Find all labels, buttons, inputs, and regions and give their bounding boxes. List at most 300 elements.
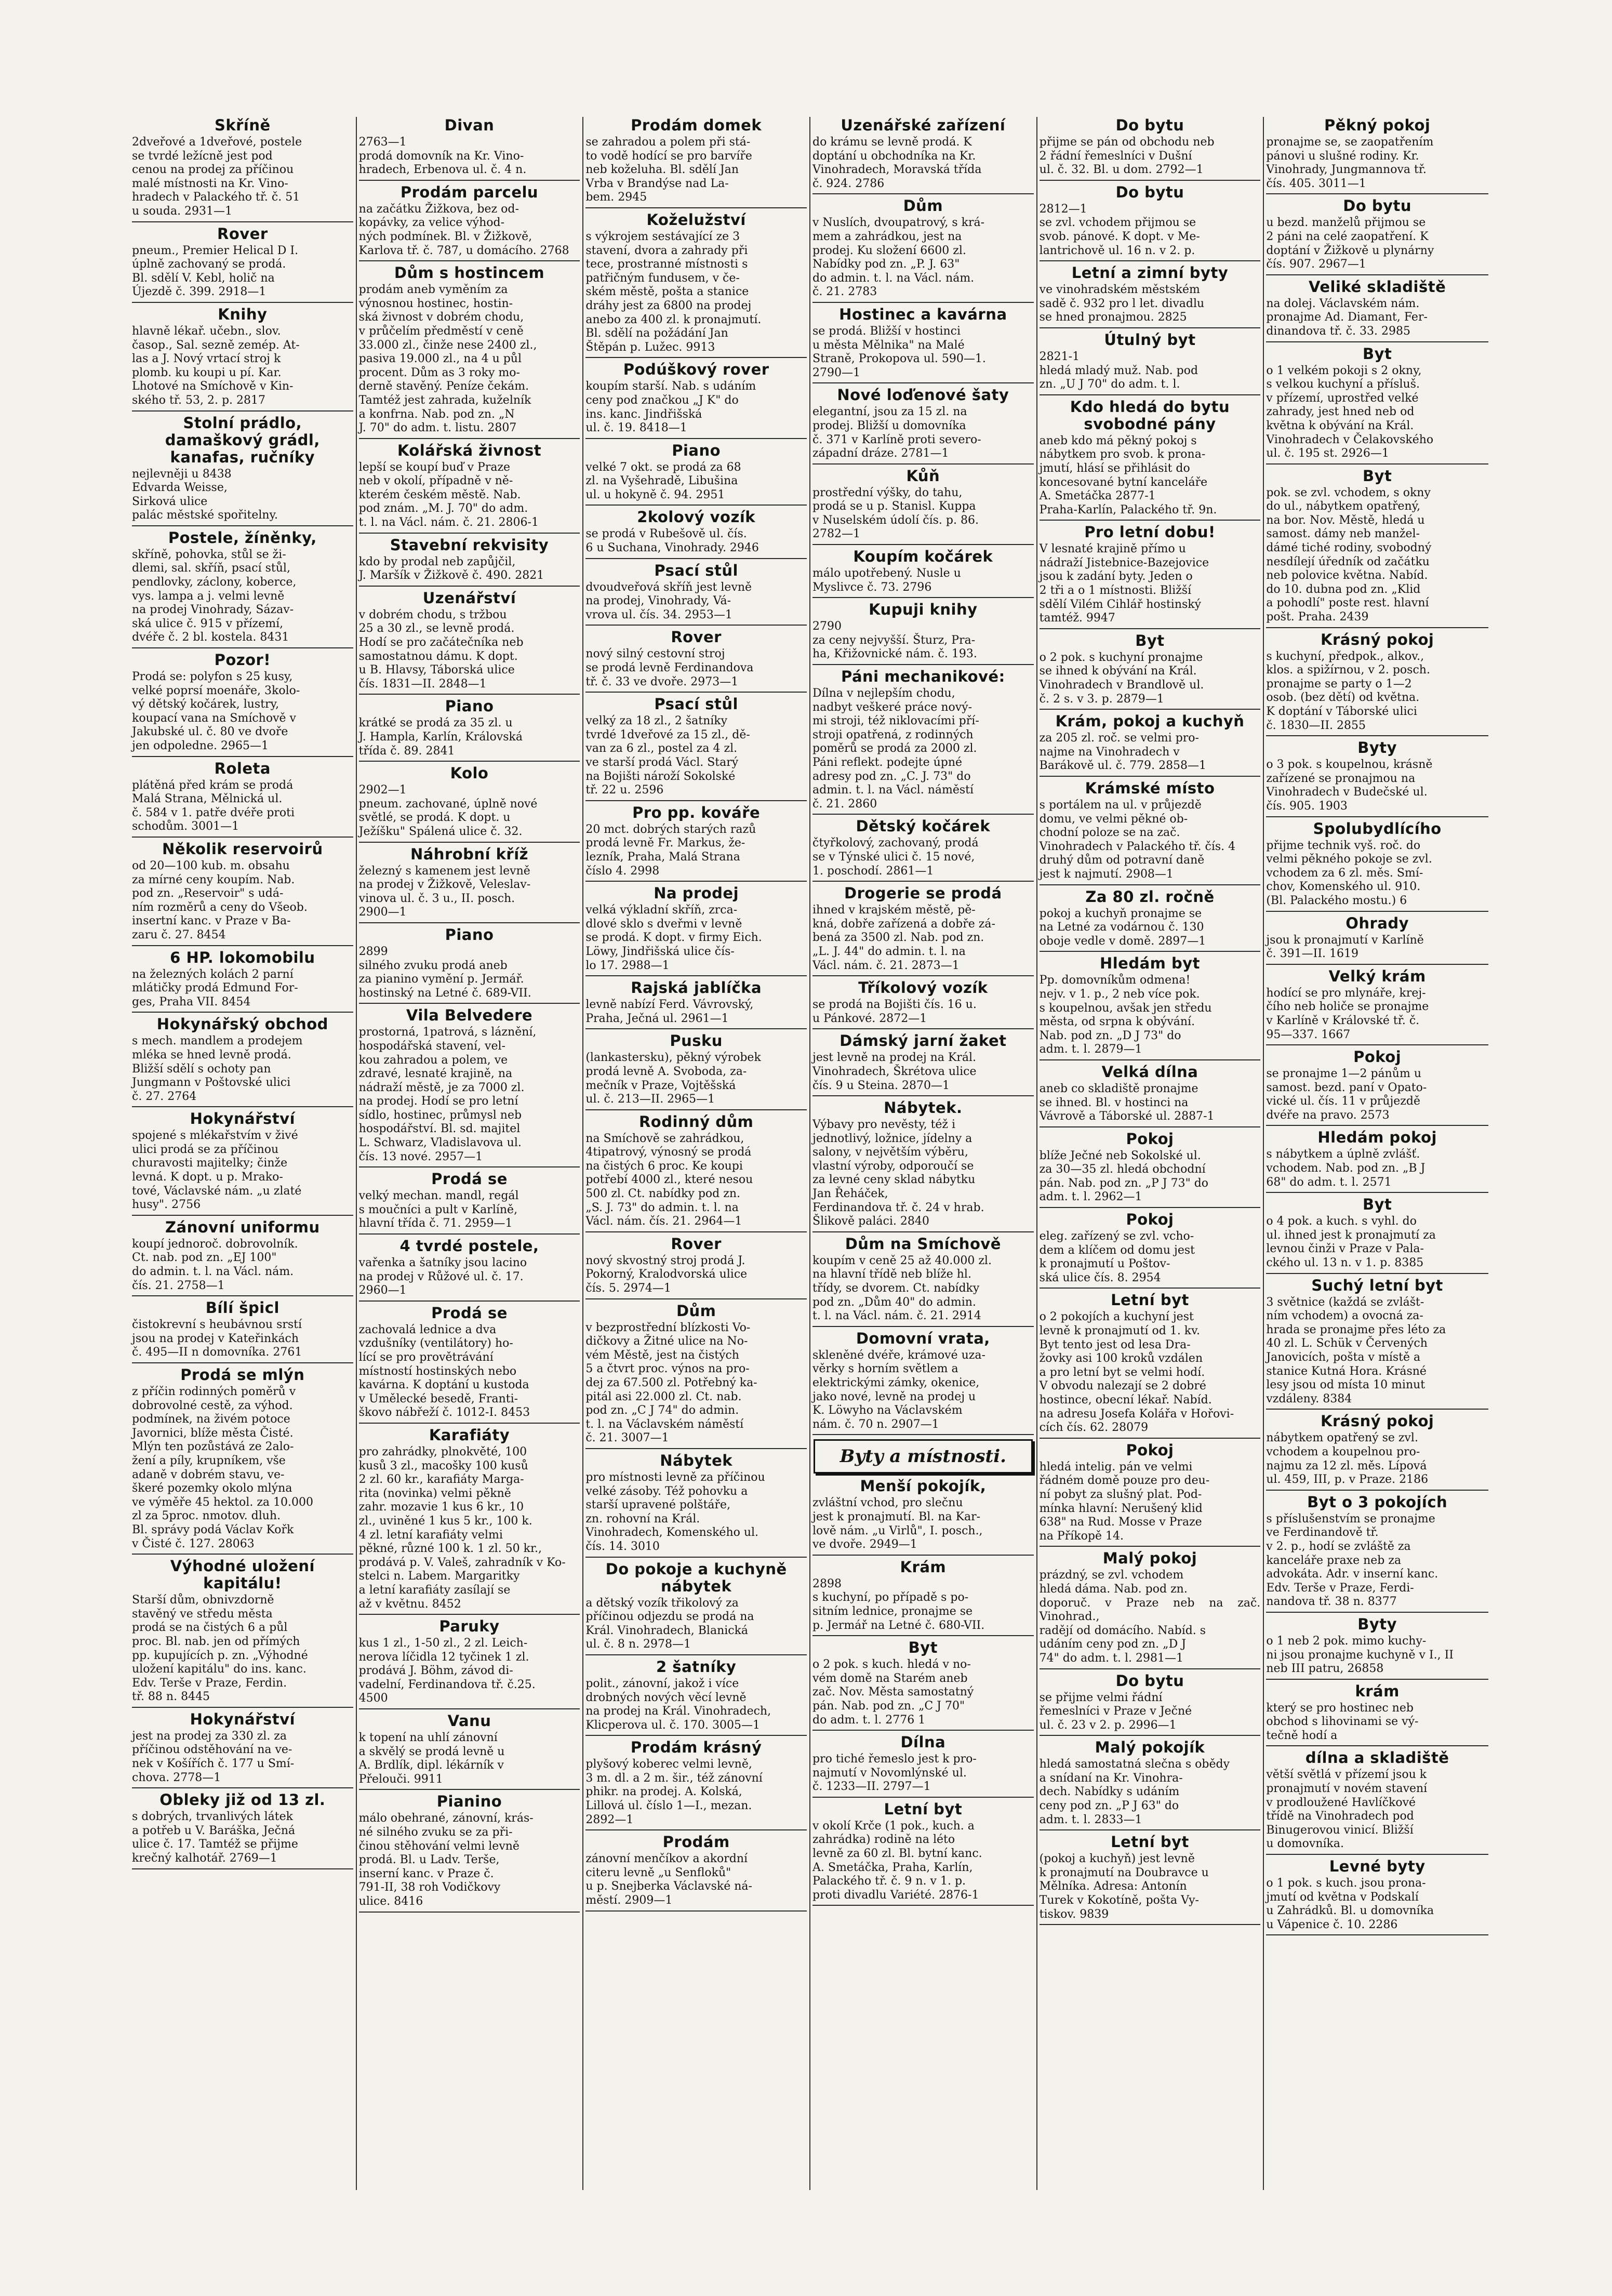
classified-ad [812,1559,1034,1636]
column-5 [1037,117,1264,2190]
ad-text: o 2 pok. s kuchyní pronajme se ihned k obývání na Král. Vinohradech v Brandlově ul. č. 2 s. v 3. p. 2879—1 [1039,651,1204,706]
ad-title: Uzenářské zařízení [841,117,1006,134]
classified-ad [1266,1683,1488,1747]
classified-ad [359,926,580,1004]
ad-text: se prodá na Bojišti čís. 16 u. u Pánkové. 2872—1 [812,998,977,1025]
ad-text: V lesnaté krajině přímo u nádraží Jistebnice-Bazejovice jsou k zadání byty. Jeden o 2 tři a o 1 místnosti. Bližší sdělí Vilém Cihlář hostinský tamtéž. 9947 [1039,542,1209,625]
ad-text: málo upotřebený. Nusle u Myslivce č. 73. 2796 [812,567,961,594]
ad-text: se zahradou a polem při stá- to vodě hodící se pro barvíře neb koželuha. Bl. sdělí Jan Vrba v Brandýse nad La- bem. 2945 [585,136,752,204]
classified-ad [585,211,807,358]
classified-ad [132,1299,353,1363]
ad-text: plátěná před krám se prodá Malá Strana, Mělnická ul. č. 584 v 1. patře dvéře proti schodům. 3001—1 [132,778,295,833]
classified-ad [1040,1834,1261,1925]
ad-title: Knihy [218,305,268,323]
ad-title: Rajská jablíčka [631,979,762,997]
ad-text: o 1 pok. s kuch. jsou prona- jmutí od května v Podskalí u Zahrádků. Bl. u domovníka u Vápenice č. 10. 2286 [1266,1877,1434,1931]
ad-title: Dílna [900,1733,946,1751]
classified-ad [1266,1494,1488,1613]
ad-title: Nové loďenové šaty [837,386,1009,404]
ad-title: 2kolový vozík [637,508,756,526]
ad-title: Vila Belvedere [406,1006,533,1025]
classified-ad [132,652,353,757]
ad-text: v Nuslích, dvoupatrový, s krá- mem a zahrádkou, jest na prodej. Ku složení 6600 zl. Nabídky pod zn. „P. J. 63" do admin. t. l. na Václ. nám. č. 21. 2783 [812,216,985,299]
classified-ad [1040,1739,1261,1830]
ad-text: prostorná, 1patrová, s láznění, hospodářská stavení, vel- kou zahradou a polem, ve zdravé, lesnaté krajině, na nádraží městě, je za 7000 zl. na prodej. Hodí se pro letní sídlo, hostinec, průmysl neb hospodářství. Bl. sd. majitel L. Schwarz, Vladislavova ul. čís. 13 nové. 2957—1 [358,1026,537,1163]
classified-ad [812,306,1034,383]
classified-ad [585,1739,807,1830]
ad-title: Pianino [436,1793,502,1811]
column-1 [130,117,357,2190]
ad-title: Rover [671,628,722,646]
ad-text: který se pro hostinec neb obchod s lihovinami se vý- tečně hodí a [1266,1701,1419,1742]
classified-ad [1266,1277,1488,1410]
classified-ad [1266,739,1488,817]
classified-ad [812,548,1034,598]
ad-title: Uzenářství [422,589,516,607]
ad-title: Krám [900,1558,947,1576]
classified-ad [1040,1442,1261,1547]
ad-title: Hledám pokoj [1317,1129,1437,1147]
classified-ad [1040,888,1261,952]
ad-text: s výkrojem sestávající ze 3 stavení, dvora a zahrady při tece, prostranné místnosti s patřičným fundusem, v če- ském městě, pošta a stanice dráhy jest za 6800 na prodej anebo za 400 zl. k pronajmutí. Bl. sdělí na požádání Jan Štěpán p. Lužec. 9913 [585,230,762,354]
classified-ad [812,1236,1034,1327]
ad-title: Dům na Smíchově [845,1235,1001,1253]
ad-title: Rodinný dům [638,1112,754,1131]
ad-title: Útulný byt [1104,330,1196,349]
classified-ad [132,1558,353,1708]
classified-ad [359,846,580,923]
ad-text: o 1 neb 2 pok. mimo kuchy- ni jsou pronajme kuchyně v I., II neb III patru, 26858 [1266,1634,1454,1676]
ad-text: (lankastersku), pěkný výrobek prodá levně A. Svoboda, za- mečník v Praze, Vojtěšská ul. č. 213—II. 2965—1 [585,1051,761,1106]
ad-title: Krásný pokoj [1321,1412,1434,1430]
classified-ad [1266,346,1488,464]
classified-ad [1266,1749,1488,1855]
classified-ad [1040,524,1261,629]
classified-ad [1266,1616,1488,1680]
ad-text: Výbavy pro nevěsty, též i jednotlivý, ložnice, jídelny a salony, v největším výběru, vlastní výroby, odporoučí se za levné ceny sklad nábytku Jan Řeháček, Ferdinandova tř. č. 24 v hrab. Šlikově paláci. 2840 [812,1118,984,1228]
ad-text: na železných kolách 2 parní mlátičky prodá Edmund For- ges, Praha VII. 8454 [132,967,298,1008]
ad-title: 4 tvrdé postele, [399,1237,539,1255]
classified-ad [585,562,807,626]
ad-title: Spolubydlícího [1313,819,1442,838]
classified-ad [132,760,353,838]
classified-ad [585,1658,807,1736]
classified-ad [132,225,353,303]
classified-ad [812,1032,1034,1096]
ad-title: Dům [676,1302,716,1320]
ad-title: Domovní vrata, [856,1329,990,1347]
classified-ad [585,1303,807,1449]
classified-ad [1266,1413,1488,1490]
classified-ad [812,1801,1034,1906]
ad-title: Na prodej [654,884,739,903]
ad-title: Roleta [214,759,271,777]
section-header: Byty a místnosti. [814,1439,1033,1474]
ad-text: hodící se pro mlynáře, krej- čího neb holiče se pronajme v Karlíně v Královské tř. č. 95—337. 1667 [1266,986,1429,1041]
classified-ad [1266,631,1488,737]
ad-text: prázdný, se zvl. vchodem hledá dáma. Nab. pod zn. doporuč. v Praze neb na zač. Vinohrad., radějí od domácího. Nabíd. s udáním ceny pod zn. „D J 74" do adm. t. l. 2981—1 [1039,1569,1261,1665]
classified-ad [1266,1129,1488,1193]
ad-title: Do bytu [1115,117,1184,134]
ad-title: Nábytek [660,1451,733,1469]
ad-title: Postele, žíněnky, [168,528,317,547]
ad-title: Obleky již od 13 zl. [159,1791,326,1809]
ad-text: 2763—1 prodá domovník na Kr. Vino- hradech, Erbenova ul. č. 4 n. [358,136,527,177]
ad-text: polit., zánovní, jakož i více drobných nových věcí levně na prodej na Král. Vinohradech, Klicperova ul. č. 170. 3005—1 [585,1677,771,1732]
ad-text: v okolí Krče (1 pok., kuch. a zahrádka) rodině na léto levně za 60 zl. Bl. bytní kanc. A. Smetáčka, Praha, Karlín, Palackého tř. č. 9 n. v 1. p. proti divadlu Variété. 2876-1 [812,1819,982,1902]
ad-title: Prodám [662,1833,730,1851]
classified-ad [585,1561,807,1655]
ad-title: Do pokoje a kuchyně nábytek [605,1560,787,1595]
classified-ad [1040,1211,1261,1289]
classified-ad [1040,632,1261,710]
ad-text: s portálem na ul. v průjezdě domu, ve velmi pěkné ob- chodní poloze se na zač. Vinohradech v Palackého tř. čís. 4 druhý dům od potravní daně jest k najmutí. 2908—1 [1039,799,1236,881]
ad-title: krám [1355,1682,1400,1700]
ad-text: o 2 pok. s kuch. hledá v no- vém domě na Starém aneb zač. Nov. Města samostatný pán. Nab. pod zn. „C J 70" do adm. t. l. 2776 1 [812,1658,974,1727]
ad-title: Kůň [906,467,940,485]
classified-ad [132,1110,353,1216]
classified-ad [132,529,353,648]
ad-text: lepší se koupí buď v Praze neb v okolí, případně v ně- kterém českém městě. Nab. pod znám. „M. J. 70" do adm. t. l. na Václ. nám. č. 21. 2806-1 [358,460,539,529]
ad-text: u bezd. manželů přijmou se 2 páni na celé zaopatření. K doptání v Žižkově u plynárny čís. 907. 2967—1 [1266,216,1434,271]
ad-text: v dobrém chodu, s tržbou 25 a 30 zl., se levně prodá. Hodí se pro začátečníka neb samostatnou dámu. K dopt. u B. Hlavsy, Táborská ulice čís. 1831—II. 2848—1 [358,608,524,691]
ad-title: Prodá se [431,1170,508,1188]
classified-ad [1040,399,1261,521]
classified-ad [812,1734,1034,1798]
ad-title: Piano [445,697,494,715]
ad-title: Stavební rekvisity [390,536,549,554]
ad-title: Pusku [670,1032,723,1050]
ad-title: Kolo [450,764,489,782]
column-4 [810,117,1037,2190]
ad-title: Levné byty [1329,1857,1426,1876]
ad-text: hledá samostatná slečna s obědy a snídaní na Kr. Vinohra- dech. Nabídky s udáním ceny pod zn. „P J 63" do adm. t. l. 2833—1 [1039,1758,1230,1826]
ad-text: s nábytkem a úplně zvlášť. vchodem. Nab. pod zn. „B J 68" do adm. t. l. 2571 [1266,1148,1426,1189]
ad-text: eleg. zařízený se zvl. vcho- dem a klíčem od domu jest k pronajmutí u Poštov- ská ulice čís. 8. 2954 [1039,1230,1195,1284]
classified-ad [585,509,807,559]
ad-text: levně nabízí Ferd. Vávrovský, Praha, Ječná ul. 2961—1 [585,998,754,1025]
ad-title: Stolní prádlo, damaškový grádl, kanafas, ručníky [165,414,320,466]
ad-title: Pokoj [1126,1211,1174,1229]
ad-text: nový silný cestovní stroj se prodá levně Ferdinandova tř. č. 33 ve dvoře. 2973—1 [585,647,754,688]
ad-text: ve vinohradském městském sadě č. 932 pro l let. divadlu se hned pronajmou. 2825 [1039,283,1205,324]
ad-text: o 4 pok. a kuch. s vyhl. do ul. ihned jest k pronajmutí za levnou činži v Praze v Pala- ckého ul. 13 n. v 1. p. 8385 [1266,1215,1436,1270]
ad-title: Velký krám [1328,967,1426,985]
ad-text: velké 7 okt. se prodá za 68 zl. na Vyšehradě, Libušina ul. u hokyně č. 94. 2951 [585,460,741,501]
ad-title: Malý pokojík [1095,1738,1205,1757]
ad-title: Ohrady [1345,914,1409,932]
classified-ad [359,1713,580,1790]
classified-ad [1040,184,1261,261]
classified-ad [585,117,807,208]
ad-text: 20 mct. dobrých starých razů prodá levně Fr. Markus, že- lezník, Praha, Malá Strana číslo 4. 2998 [585,822,756,878]
ad-title: Kolářská živnost [397,441,542,459]
ad-text: málo obehrané, zánovní, krás- né silného zvuku se za při- činou stěhování velmi levně prodá. Bl. u Ladv. Terše, inserní kanc. v Praze č. 791-II, 38 roh Vodičkovy ulice. 8416 [358,1812,534,1908]
classified-ad [132,841,353,946]
ad-text: za 205 zl. roč. se velmi pro- najme na Vinohradech v Barákově ul. č. 779. 2858—1 [1039,732,1207,773]
ad-title: Prodá se [431,1304,508,1322]
ad-title: Koželužství [646,210,746,229]
ad-text: s dobrých, trvanlivých látek a potřeb u V. Baráška, Ječná ulice č. 17. Tamtéž se přijme krečný kalhotář. 2769—1 [132,1810,298,1865]
ad-title: Letní a zimní byty [1071,264,1229,282]
classified-ad [132,949,353,1013]
ad-title: Byt o 3 pokojích [1307,1493,1448,1511]
classified-ad [132,1791,353,1869]
ad-text: se prodá. Bližší v hostinci u města Mělnika" na Malé Straně, Prokopova ul. 590—1. 2790—1 [812,324,986,379]
newspaper-page [130,117,1491,2190]
ad-title: Hokynářský obchod [156,1015,328,1033]
classified-ad [585,1452,807,1558]
ad-title: Pro letní dobu! [1084,523,1216,541]
ad-text: dvoudveřová skříň jest levně na prodej, Vinohrady, Vá- vrova ul. čís. 34. 2953—1 [585,580,752,621]
ad-title: Byt [1362,467,1392,485]
ad-text: Starší dům, obnivzdorně stavěný ve středu města prodá se na čistých 6 a půl proc. Bl. nab. jen od přímých pp. kupujících p. zn. „Výhodné uložení kapitálu" do ins. kanc. Edv. Terše v Praze, Ferdin. tř. 88 n. 8445 [132,1594,308,1704]
ad-text: čistokrevní s heubávnou srstí jsou na prodej v Kateřinkách č. 495—II n domovníka. 2761 [132,1318,302,1359]
ad-text: plyšový koberec velmi levně, 3 m. dl. a 2 m. šir., též zánovní phikr. na prodej. A. Kolská, Lillová ul. číslo 1—I., mezan. 2892—1 [585,1758,763,1826]
classified-ad [1266,1858,1488,1935]
classified-ad [1266,468,1488,628]
classified-ad [132,415,353,526]
ad-text: k topení na uhlí zánovní a skvělý se prodá levně u A. Brdlík, dipl. lékárník v Přelouči. 9911 [358,1731,505,1786]
ad-text: velký mechan. mandl, regál s moučníci a pult v Karlíně, hlavní třída č. 71. 2959—1 [358,1189,519,1230]
classified-ad [812,1639,1034,1731]
ad-text: zánovní menčíkov a akordní citeru levně „u Senfloků" u p. Snejberka Václavské ná- městí. 2909—1 [585,1852,752,1907]
classified-ad [1266,820,1488,912]
classified-ad [1040,1292,1261,1438]
classified-ad [132,306,353,412]
ad-title: Dětský kočárek [856,817,991,835]
ad-title: Velká dílna [1101,1063,1198,1081]
classified-ad [1040,331,1261,395]
ad-title: Dámský jarní žaket [840,1032,1007,1050]
classified-ad [1266,1049,1488,1126]
classified-ad [585,885,807,976]
ad-title: Byty [1357,1615,1397,1633]
ad-title: Drogerie se prodá [844,884,1002,903]
ad-title: Hokynářství [190,1110,296,1128]
ad-text: 2898 s kuchyní, po případě s po- sitním lednice, pronajme se p. Jermář na Letné č. 680-VII. [812,1577,985,1632]
ad-text: 2812—1 se zvl. vchodem přijmou se svob. pánové. K dopt. v Me- lantrichově ul. 16 n. v 2. p. [1039,202,1200,257]
classified-ad [585,979,807,1029]
ad-title: Menší pokojík, [860,1477,987,1495]
classified-ad [812,1099,1034,1232]
ad-text: o 1 velkém pokoji s 2 okny, s velkou kuchyní a přísluš. v přízemí, uprostřed velké zahrady, jest hned neb od května k obývání na Král. Vinohradech v Čelakovského ul. č. 195 st. 2926—1 [1266,364,1434,460]
ad-title: Za 80 zl. ročně [1085,887,1215,906]
ad-text: vařenka a šatníky jsou lacino na prodej v Růžové ul. č. 17. 2960—1 [358,1256,527,1297]
ad-text: koupím v ceně 25 až 40.000 zl. na hlavní třídě neb blíže hl. třídy, se dvorem. Ct. nabídky pod zn. „Dům 40" do admin. t. l. na Václ. nám. č. 21. 2914 [812,1254,992,1323]
classified-ad [585,1834,807,1911]
ad-text: spojené s mlékařstvím v živé ulici prodá se za příčinou churavosti majitelky; činže levná. K dopt. u p. Mrako- tové, Václavské nám. „u zlaté husy". 2756 [132,1129,302,1212]
ad-text: jest levně na prodej na Král. Vinohradech, Škrétova ulice čís. 9 u Steina. 2870—1 [812,1051,977,1092]
ad-title: Hostinec a kavárna [839,305,1007,323]
classified-ad [1040,1673,1261,1736]
classified-ad [359,184,580,261]
ad-text: pro místnosti levně za příčinou velké zásoby. Též pohovku a starší upravené polštáře, zn. rohovní na Král. Vinohradech, Komenského ul. čís. 14. 3010 [585,1470,765,1553]
ad-text: 2dveřové a 1dveřové, postele se tvrdé ležícně jest pod cenou na prodej za příčinou malé místnosti na Kr. Vino- hradech v Palackého tř. č. 51 u souda. 2931—1 [132,136,302,218]
classified-ad [812,1478,1034,1555]
ad-text: 2790 za ceny nejvyšší. Šturz, Pra- ha, Křižovnické nám. č. 193. [812,620,977,661]
ad-text: 2899 silného zvuku prodá aneb za pianino vymění p. Jermář. hostinský na Letné č. 689-VII. [358,945,531,1000]
ad-text: velká výkladní skříň, zrca- dlové sklo s dveřmi v levně se prodá. K dopt. v firmy Eich. Löwy, Jindřišská ulice čís- lo 17. 2988—1 [585,904,762,972]
ad-text: prodám aneb vyměním za výnosnou hostinec, hostin- ská živnost v dobrém chodu, v průčelím předměstí v ceně 33.000 zl., činže nese 2400 zl., pasiva 19.000 zl., na 4 u půl procent. Dům as 3 roky mo- derně stavěný. Peníze čekám. Tamtéž jest zahrada, kuželník a konfrna. Nab. pod zn. „N J. 70" do adm. t. listu. 2807 [358,283,537,435]
ad-title: Zánovní uniformu [165,1218,320,1236]
ad-title: Tříkolový vozík [858,979,988,997]
classified-ad [1040,780,1261,885]
ad-text: nový skvostný stroj prodá J. Pokorný, Kralodvorská ulice čís. 5. 2974—1 [585,1254,748,1295]
ad-title: Výhodné uložení kapitálu! [170,1557,315,1592]
classified-ad [1266,197,1488,275]
ad-text: Pp. domovníkům odmena! nejv. v 1. p., 2 neb více pok. s koupelnou, avšak jen středu města, od srpna k obývání. Nab. pod zn. „D J 73" do adm. t. l. 2879—1 [1039,974,1212,1056]
ad-text: 3 světnice (každá se zvlášt- ním vchodem) a ovocná za- hrada se pronajme přes léto za 40 zl. L. Schük v Červených Janovicích, pošta v místě a stanice Kutná Hora. Krásné lesy jsou od místa 10 minut vzdáleny. 8384 [1266,1295,1446,1405]
classified-ad [1040,955,1261,1060]
ad-text: zachovalá lednice a dva vzdušníky (ventilátory) ho- lící se pro provětrávání místností hostinských nebo kavárna. K doptání u kustoda v Umělecké besedě, Franti- škovo nábřeží č. 1012-I. 8453 [358,1323,530,1419]
ad-text: zvláštní vchod, pro slečnu jest k pronajmutí. Bl. na Kar- lově nám. „u Virlů", I. posch., ve dvoře. 2949—1 [812,1496,983,1551]
ad-text: do krámu se levně prodá. K doptání u obchodníka na Kr. Vinohradech, Moravská třída č. 924. 2786 [812,136,982,190]
ad-text: s kuchyní, předpok., alkov., klos. a spižírnou, v 2. posch. pronajme se party o 1—2 osob. (bez dětí) od května. K doptání v Táborské ulici č. 1830—II. 2855 [1266,649,1430,732]
classified-ad [359,117,580,181]
ad-text: skleněné dvéře, krámové uza- věrky s horním světlem a elektrickými zámky, okenice, jako nové, levně na prodej u K. Löwyho na Václavském nám. č. 70 n. 2907—1 [812,1348,985,1431]
classified-ad [812,468,1034,545]
classified-ad [585,629,807,693]
ad-title: Dům s hostincem [394,264,545,282]
ad-title: Prodám parcelu [400,183,539,201]
ad-title: 2 šatníky [656,1657,737,1676]
ad-text: 2821-1 hledá mladý muž. Nab. pod zn. „U J 70" do adm. t. l. [1039,350,1198,391]
ad-title: Pozor! [214,651,271,669]
ad-text: na dolej. Václavském nám. pronajme Ad. Diamant, Fer- dinandova tř. č. 33. 2985 [1266,297,1428,338]
ad-text: pneum., Premier Helical D I. úplně zachovaný se prodá. Bl. sdělí V. Kebl, holič na Újezdě č. 399. 2918—1 [132,244,299,299]
classified-ad [812,601,1034,665]
classified-ad [359,1305,580,1424]
classified-ad [132,1366,353,1555]
classified-ad [359,442,580,534]
classified-ad [812,668,1034,815]
ad-text: Dílna v nejlepším chodu, nadbyt veškeré práce nový- mi stroji, též niklovacími pří- stroji opatřená, z rodinných poměrů se prodá za 2000 zl. Páni reflekt. podejte úpné adresy pod zn. „C. J. 73" do admin. t. l. na Václ. náměstí č. 21. 2860 [812,687,979,811]
ad-title: Krásný pokoj [1321,630,1434,648]
ad-text: s mech. mandlem a prodejem mléka se hned levně prodá. Bližší sdělí s ochoty pan Jungmann v Poštovské ulici č. 27. 2764 [132,1034,303,1103]
classified-ad [585,696,807,801]
ad-title: Krámské místo [1085,779,1215,797]
ad-text: pronajme se, se zaopatřením pánovi u slušné rodiny. Kr. Vinohrady, Jungmannova tř. čís. 405. 3011—1 [1266,136,1434,190]
ad-text: pokoj a kuchyň pronajme se na Letné za vodárnou č. 130 oboje vedle v domě. 2897—1 [1039,907,1206,948]
ad-title: Prodám domek [631,117,762,134]
classified-ad [1040,1131,1261,1208]
ad-text: přijme technik vyš. roč. do velmi pěkného pokoje se zvl. vchodem za 6 zl. měs. Smí- chov, Komenského ul. 910. (Bl. Palackého mostu.) 6 [1266,839,1432,907]
ad-title: Byt [908,1639,938,1657]
ad-text: velký za 18 zl., 2 šatníky tvrdé 1dveřové za 15 zl., dě- van za 6 zl., postel za 4 zl. ve starší prodá Václ. Starý na Bojišti nároží Sokolské tř. 22 u. 2596 [585,714,750,797]
classified-ad [585,1236,807,1299]
classified-ad [585,1032,807,1110]
classified-ad [359,1427,580,1615]
ad-text: se pronajme 1—2 pánům u samost. bezd. paní v Opato- vické ul. čís. 11 v průjezdě dvéře na pravo. 2573 [1266,1067,1427,1122]
ad-text: aneb kdo má pěkný pokoj s nábytkem pro svob. k prona- jmutí, hlásí se přihlásit do koncesované bytní kanceláře A. Smetáčka 2877-1 Praha-Karlín, Palackého tř. 9n. [1039,434,1217,516]
ad-title: Páni mechanikové: [841,668,1005,686]
ad-text: hlavně lékař. učebn., slov. časop., Sal. sezně zemép. At- las a J. Nový vrtací stroj k plomb. ku koupi u pí. Kar. Lhotové na Smíchově v Kin- ského tř. 53, 2. p. 2817 [132,324,300,407]
ad-title: Veliké skladiště [1309,277,1446,296]
classified-ad [359,1793,580,1912]
ad-text: větší světlá v přízemí jsou k pronajmutí v novém stavení v prodloužené Havlíčkové třídě na Vinohradech pod Binugerovou vinicí. Bližší u domovníka. [1266,1768,1428,1851]
ad-text: s příslušenstvím se pronajme ve Ferdinandově tř. v 2. p., hodí se zvláště za kanceláře praxe neb za advokáta. Adr. v inserní kanc. Edv. Terše v Praze, Ferdi- nandova tř. 38 n. 8377 [1266,1512,1438,1609]
classified-ad [812,1330,1034,1436]
ad-title: 6 HP. lokomobilu [170,948,315,966]
ad-title: Piano [445,925,494,944]
ad-text: o 2 pokojích a kuchyní jest levně k pronajmutí od 1. kv. Byt tento jest od lesa Dra- žovky asi 100 kroků vzdálen a pro letní byt se velmi hodí. V obvodu nalezají se 2 dobré hostince, obecní lékař. Nabíd. na adresu Josefa Kolářa v Hořovi- cích čís. 62. 28079 [1039,1310,1234,1435]
ad-text: přijme se pán od obchodu neb 2 řádní řemeslníci v Dušní ul. č. 32. Bl. u dom. 2792—1 [1039,136,1215,177]
ad-title: Pokoj [1126,1441,1174,1459]
classified-ad [359,698,580,762]
ad-text: krátké se prodá za 35 zl. u J. Hampla, Karlín, Královská třída č. 89. 2841 [358,716,523,758]
ad-title: Letní byt [1111,1291,1189,1309]
classified-ad [359,1618,580,1709]
classified-ad [1266,915,1488,965]
classified-ad [812,387,1034,464]
classified-ad [585,804,807,882]
ad-title: Letní byt [1111,1833,1189,1851]
ad-title: Dům [903,197,943,215]
classified-ad [812,885,1034,976]
ad-text: na začátku Žižkova, bez od- kopávky, za velice výhod- ných podmínek. Bl. v Žižkově, Karlova tř. č. 787, u domácího. 2768 [358,202,569,257]
ad-text: nábytkem opatřený se zvl. vchodem a koupelnou pro- najmu za 12 zl. měs. Lípová ul. 459, III, p. v Praze. 2186 [1266,1431,1429,1487]
ad-title: Byt [1362,344,1392,363]
ad-text: hledá intelig. pán ve velmi řádném domě pouze pro deu- ní pobyt za slušný plat. Pod- mínka hlavní: Nerušený klid 638" na Rud. Mosse v Praze na Příkopě 14. [1039,1460,1210,1543]
classified-ad [132,1016,353,1107]
ad-text: o 3 pok. s koupelnou, krásně zařízené se pronajmou na Vinohradech v Budečské ul. čís. 905. 1903 [1266,758,1433,813]
ad-text: se přijme velmi řádní řemeslníci v Praze v Ječné ul. č. 23 v 2. p. 2996—1 [1039,1691,1192,1732]
classified-ad [359,765,580,842]
ad-title: Hledám byt [1099,954,1200,973]
ad-text: Prodá se: polyfon s 25 kusy, velké poprsí moenáře, 3kolo- vý dětský kočárek, lustry, koupací vana na Smíchově v Jakubské ul. č. 80 ve dvoře jen odpoledne. 2965—1 [132,670,300,752]
classified-ad [1040,117,1261,181]
ad-title: Psací stůl [654,561,738,579]
column-2 [357,117,584,2190]
classified-ad [359,1007,580,1167]
ad-title: Nábytek. [884,1099,963,1117]
ad-title: Do bytu [1115,183,1184,201]
ad-text: skříně, pohovka, stůl se ži- dlemi, sal. skříň, psací stůl, pendlovky, záclony, koberce, vys. lampa a j. velmi levně na prodej Vinohrady, Sázav- ská ulice č. 915 v přízemí, dvéře č. 2 bl. kostela. 8431 [132,548,297,644]
ad-text: blíže Ječné neb Sokolské ul. za 30—35 zl. hledá obchodní pán. Nab. pod zn. „P J 73" do adm. t. l. 2962—1 [1039,1149,1209,1204]
ad-title: Do bytu [1115,1671,1184,1690]
ad-title: Pokoj [1126,1130,1174,1148]
ad-title: Byt [1135,631,1165,649]
ad-title: Krám, pokoj a kuchyň [1055,712,1245,731]
classified-ad [359,1238,580,1302]
ad-title: Malý pokoj [1102,1549,1197,1568]
ad-text: pok. se zvl. vchodem, s okny do ul., nábytkem opatřený, na bor. Nov. Městě, hledá u samost. dámy neb manžel- dámé tiché rodiny, svobodný nesdílejí úředník od začátku neb polovice května. Nabíd. do 10. dubna pod zn. „Klid a pohodlí" poste rest. hlavní pošt. Praha. 2439 [1266,486,1432,624]
classified-ad [132,1219,353,1296]
classified-ad [132,1711,353,1788]
ad-title: dílna a skladiště [1305,1749,1449,1767]
ad-title: Pokoj [1353,1048,1402,1066]
ad-text: aneb co skladiště pronajme se ihned. Bl. v hostinci na Vávrově a Táborské ul. 2887-1 [1039,1082,1215,1123]
ad-text: prostřední výšky, do tahu, prodá se u p. Stanisl. Kuppa v Nuselském údolí čís. p. 86. 2782—1 [812,486,979,541]
ad-title: Hokynářství [190,1710,296,1728]
classified-ad [1266,117,1488,194]
ad-text: kus 1 zl., 1-50 zl., 2 zl. Leich- nerova líčidla 12 tyčinek 1 zl. prodává J. Böhm, závod di- vadelní, Ferdinandova tř. č.25. 4500 [358,1637,536,1705]
ad-text: 2902—1 pneum. zachované, úplně nové světlé, se prodá. K dopt. u Ježíšku" Spálená ulice č. 32. [358,784,538,838]
classified-ad [1266,278,1488,342]
ad-text: kdo by prodal neb zapůjčil, J. Maršík v Žižkově č. 490. 2821 [358,555,544,582]
classified-ad [1040,1064,1261,1127]
ad-title: Vanu [447,1712,491,1730]
ad-title: Do bytu [1343,197,1412,215]
classified-ad [585,442,807,506]
ad-text: čtyřkolový, zachovaný, prodá se v Týnské ulici č. 15 nové, 1. poschodí. 2861—1 [812,837,979,878]
classified-ad [812,117,1034,194]
classified-ad [132,117,353,222]
classified-ad [812,818,1034,882]
ad-title: Psací stůl [654,695,738,713]
ad-text: elegantní, jsou za 15 zl. na prodej. Bližší u domovníka č. 371 v Karlíně proti severo- západní dráze. 2781—1 [812,405,981,460]
